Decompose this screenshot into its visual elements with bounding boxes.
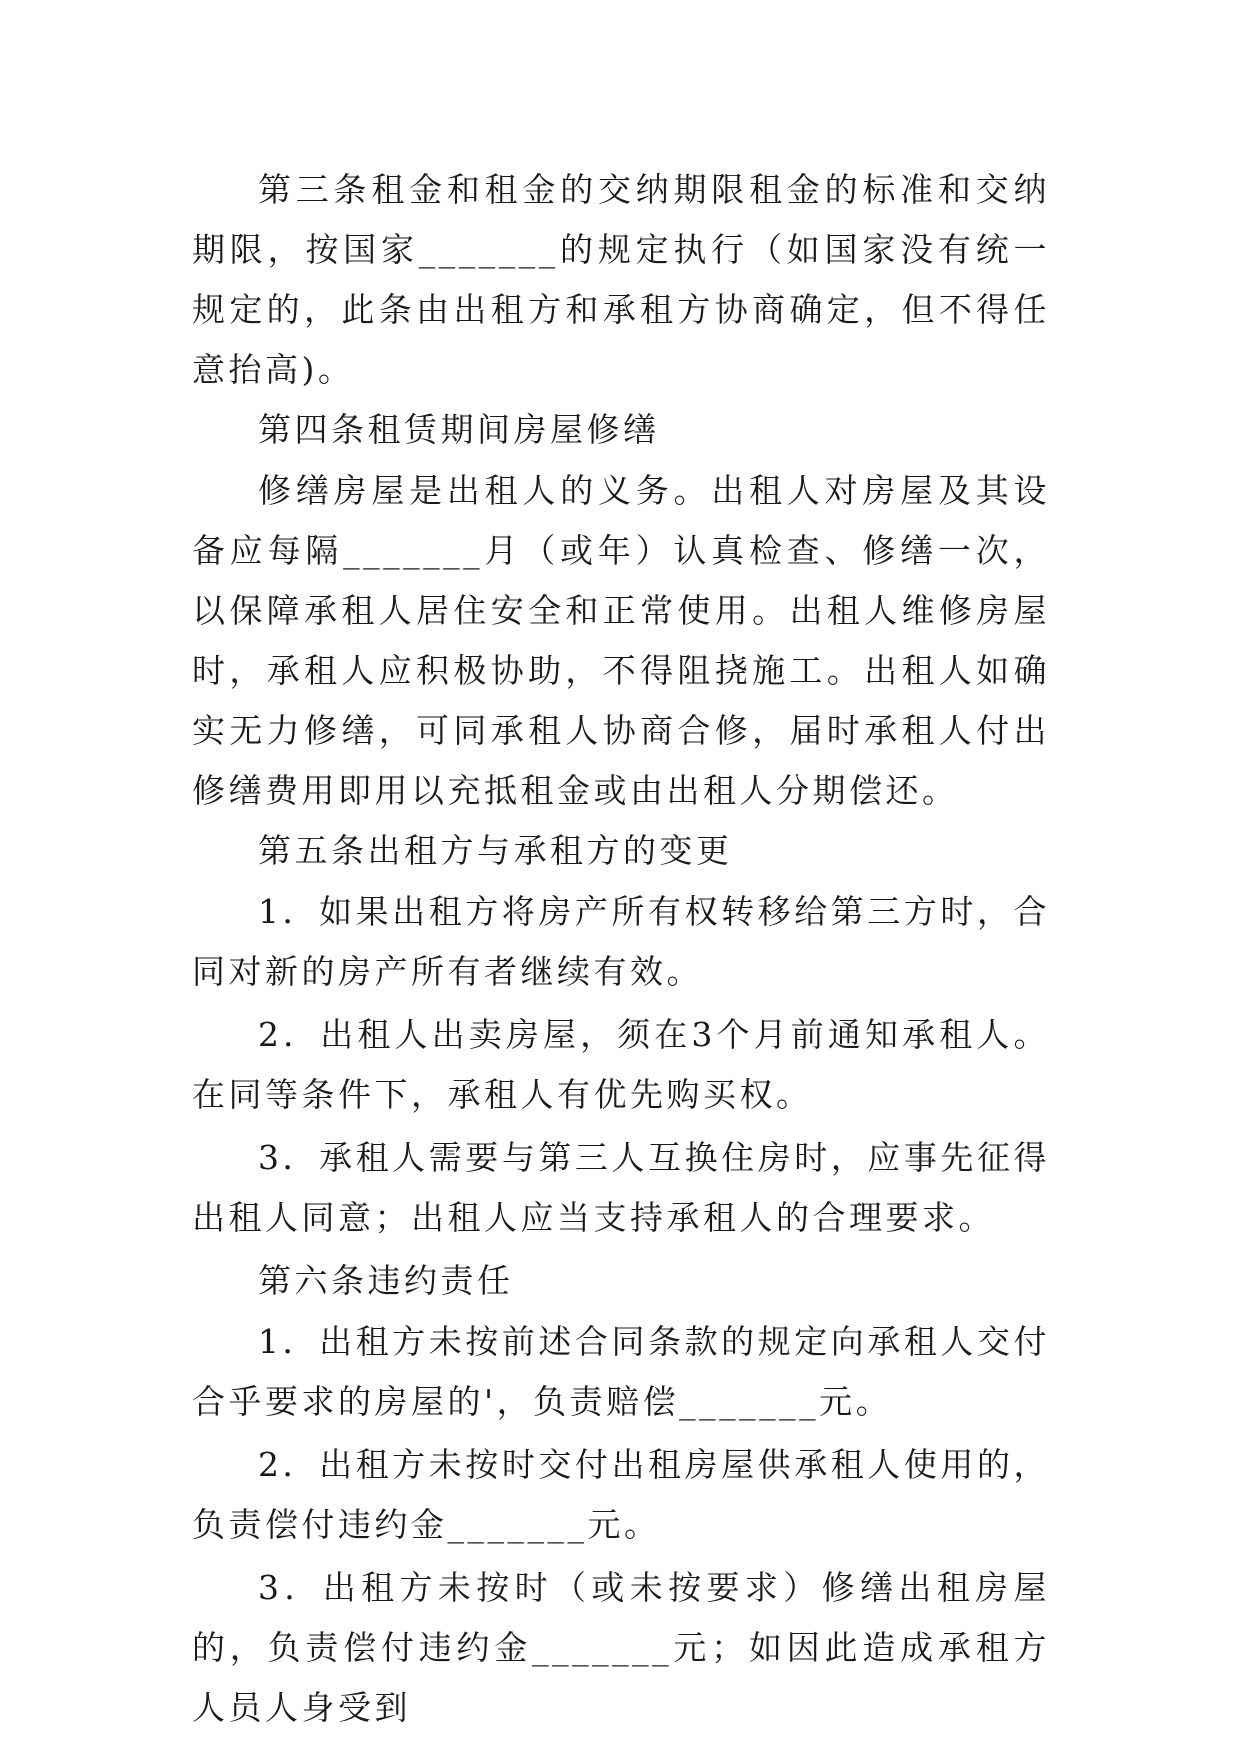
article-6-item-1: 1．出租方未按前述合同条款的规定向承租人交付合乎要求的房屋的'，负责赔偿_______元。 <box>192 1322 1050 1421</box>
article-6-heading: 第六条违约责任 <box>258 1261 514 1300</box>
article-5-item-2: 2．出租人出卖房屋，须在3个月前通知承租人。在同等条件下，承租人有优先购买权。 <box>192 1015 1050 1114</box>
article-5-item-1: 1．如果出租方将房产所有权转移给第三方时，合同对新的房产所有者继续有效。 <box>192 892 1050 991</box>
article-4-heading: 第四条租赁期间房屋修缮 <box>258 410 660 449</box>
document-body <box>192 160 1050 1741</box>
article-6-item-3: 3．出租方未按时（或未按要求）修缮出租房屋的，负责偿付违约金_______元；如因此造成承租方人员人身受到 <box>192 1568 1050 1727</box>
article-5-heading: 第五条出租方与承租方的变更 <box>258 831 733 870</box>
article-6-item-2: 2．出租方未按时交付出租房屋供承租人使用的，负责偿付违约金_______元。 <box>192 1445 1050 1544</box>
article-5-item-3: 3．承租人需要与第三人互换住房时，应事先征得出租人同意；出租人应当支持承租人的合理要求。 <box>192 1138 1050 1237</box>
article-3-rent-paragraph: 第三条租金和租金的交纳期限租金的标准和交纳期限，按国家_______的规定执行（如国家没有统一规定的，此条由出租方和承租方协商确定，但不得任意抬高)。 <box>192 170 1050 389</box>
article-4-repair-paragraph: 修缮房屋是出租人的义务。出租人对房屋及其设备应每隔_______月（或年）认真检查、修缮一次，以保障承租人居住安全和正常使用。出租人维修房屋时，承租人应积极协助，不得阻挠施工。出租人如确实无力修缮，可同承租人协商合修，届时承租人付出修缮费用即用以充抵租金或由出租人分期偿还。 <box>192 471 1050 810</box>
